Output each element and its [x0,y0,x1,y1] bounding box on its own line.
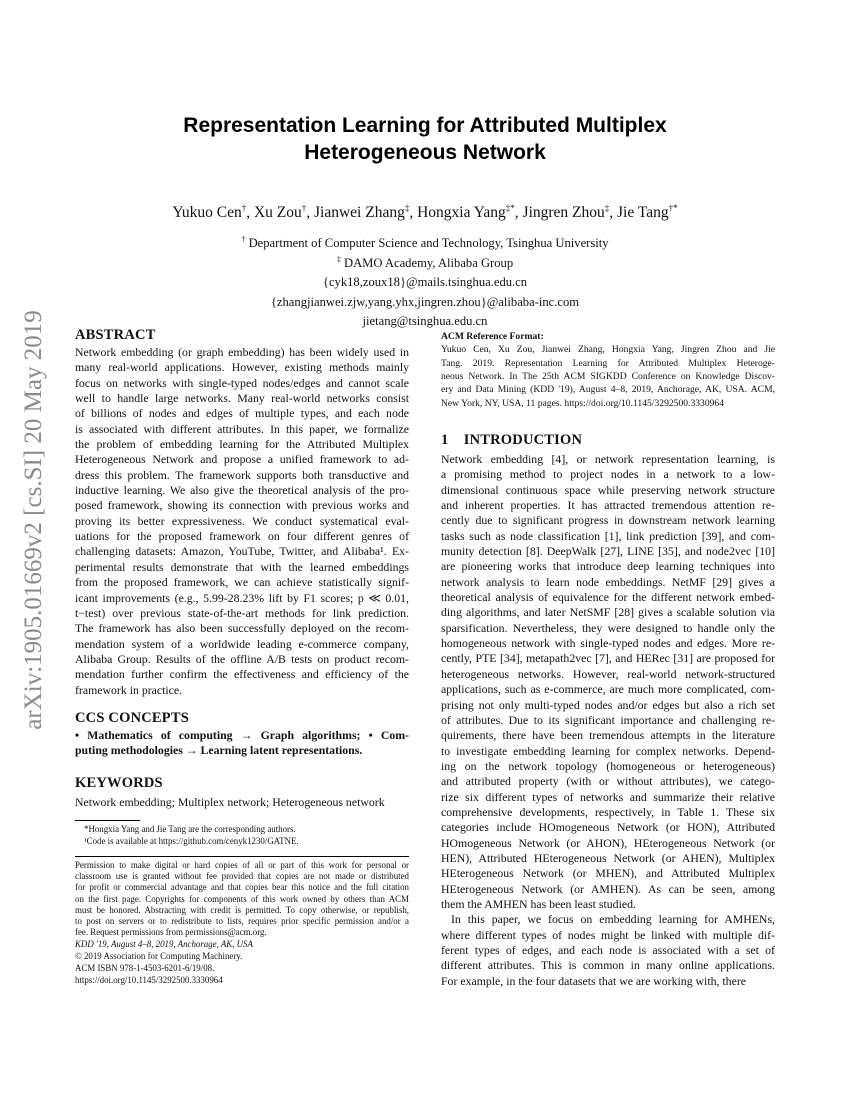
footnote-rule [75,820,140,821]
introduction-line: comprehensive developments, respectively, in Table 1. These six [441,804,775,819]
introduction-line: rize six different types of networks and summarize their relative [441,789,775,804]
affiliation-text: Department of Computer Science and Technology, Tsinghua University [245,236,609,250]
reference-line: neous Network. In The 25th ACM SIGKDD Conference on Knowledge Discov- [441,371,775,383]
permission-block [75,860,409,986]
introduction-line: prising not only multi-typed nodes and/or edges but also a rich set [441,697,775,712]
author-mark: ‡ [404,203,410,213]
arxiv-stamp: arXiv:1905.01669v2 [cs.SI] 20 May 2019 [20,310,47,730]
introduction-line: HEN), Attributed HEterogeneous Network (or AHEN), Multiplex [441,850,775,865]
abstract-line: dress this problem. The framework supports both transductive and [75,467,409,482]
introduction-line: to investigate embedding learning for complex networks. Depend- [441,743,775,758]
paper-title [0,112,850,166]
abstract-line: framework in practice. [75,682,183,697]
isbn: ACM ISBN 978-1-4503-6201-6/19/08. [75,963,215,974]
abstract-line: posed framework, showing its connection with previous works and [75,498,409,513]
abstract-line: proving its better expressiveness. We conduct systematical eval- [75,513,409,528]
introduction-line: sparsification. Nevertheless, they were designed to handle only the [441,620,775,635]
author-mark: † [301,203,307,213]
introduction-line: theoretical analysis of equivalence for the different network embed- [441,590,775,605]
reference-format-heading: ACM Reference Format: [441,331,544,342]
ccs-line: puting methodologies → Learning latent representations. [75,743,363,758]
author-separator: , [609,204,618,221]
keywords-heading: KEYWORDS [75,775,163,791]
reference-line: New York, NY, USA, 11 pages. https://doi.org/10.1145/3292500.3330964 [441,397,725,409]
introduction-heading: 1 INTRODUCTION [441,432,583,448]
introduction-line: different attributes. This is common in many online applications. [441,958,775,973]
permission-line: for profit or commercial advantage and that copies bear this notice and the full citation [75,882,409,893]
reference-line: Yukuo Cen, Xu Zou, Jianwei Zhang, Hongxia Yang, Jingren Zhou and Jie [441,344,775,356]
author-name: Xu Zou [253,204,302,221]
introduction-line: ferent types of edges, and each node is associated with a set of [441,943,775,957]
author-separator: , [246,204,254,221]
affiliation-line [0,271,850,291]
abstract-line: Alibaba Group. Results of the offline A/B tests on product recom- [75,651,409,666]
introduction-line: munity detection [8]. DeepWalk [27], LINE [35], and node2vec [10] [441,544,775,559]
introduction-line: quirements, there have been tremendous attempts in the literature [441,728,775,743]
abstract-line: many real-world applications. However, existing methods mainly [75,360,409,375]
introduction-line: heterogeneous networks. However, real-world network-structured [441,666,775,681]
affiliation-line [0,291,850,311]
abstract-line: mendation further confirm the effectiveness and efficiency of the [75,667,409,682]
affiliation-line [0,252,850,272]
author-separator: , [409,204,418,221]
permission-line: classroom use is granted without fee provided that copies are not made or distributed [75,871,409,882]
affiliation-line [0,232,850,252]
reference-line: ery and Data Mining (KDD '19), August 4–8, 2019, Anchorage, AK, USA. ACM, [441,384,775,396]
title-line-1: Representation Learning for Attributed Multiplex [183,114,667,137]
introduction-line: HOmogeneous Network (or AHON), HEterogeneous Network (or [441,835,775,850]
footnote-code: ¹Code is available at https://github.com/cenyk1230/GATNE. [84,836,299,846]
conference-info: KDD '19, August 4–8, 2019, Anchorage, AK, USA [75,939,253,950]
affiliation-text: DAMO Academy, Alibaba Group [340,255,514,270]
introduction-line: a promising method to project nodes in a network to a low- [441,467,775,482]
affiliation-text: {zhangjianwei.zjw,yang.yhx,jingren.zhou}@alibaba-inc.com [270,294,580,309]
introduction-line: ding algorithms, and later NetSMF [28] gives a scalable solution via [441,605,775,620]
affiliations [0,232,850,330]
author-name: Hongxia Yang [417,204,506,221]
introduction-line: In this paper, we focus on embedding learning for AMHENs, [451,912,775,927]
affiliation-mark: ‡ [336,254,341,264]
author-mark: ‡ [604,203,610,213]
author-name: Jie Tang [617,204,669,221]
permission-text [75,860,409,938]
abstract-line: Network embedding (or graph embedding) has been widely used in [75,345,409,359]
introduction-line: where different types of nodes might be linked with multiple dif- [441,927,775,942]
ccs-body [75,728,409,759]
introduction-line: cently due to significant progress in downstream network learning [441,513,775,528]
introduction-line: homogeneous network with single-typed nodes and edges. More re- [441,636,775,651]
abstract-line: the problem of embedding learning for the Attributed Multiplex [75,437,409,452]
abstract-heading: ABSTRACT [75,327,156,343]
introduction-line: of attributes. Due to its significant importance and challenging re- [441,712,775,727]
reference-format-body [441,343,775,410]
abstract-line: is associated with different attributes. In this paper, we formalize [75,421,409,436]
keywords-text: Network embedding; Multiplex network; Heterogeneous network [75,795,385,809]
author-mark: ‡* [505,203,515,213]
introduction-line: cently, PTE [34], metapath2vec [7], and HERec [31] are proposed for [441,651,775,666]
abstract-line: Heterogeneous Network and propose a unified framework to ad- [75,452,409,467]
introduction-line: categories include HOmogeneous Network (or HON), Attributed [441,820,775,835]
abstract-line: perimental results demonstrate that with the learned embeddings [75,559,409,574]
abstract-line: of billions of nodes and edges of multiple types, and each node [75,406,409,421]
permission-line: to post on servers or to redistribute to lists, requires prior specific permission and/or a [75,915,409,926]
author-separator: , [514,204,523,221]
affiliation-text: {cyk18,zoux18}@mails.tsinghua.edu.cn [322,275,528,290]
abstract-line: well to handle large networks. Many real-world networks consist [75,391,409,406]
author-mark: †* [668,203,678,213]
abstract-line: challenging datasets: Amazon, YouTube, Twitter, and Alibaba¹. Ex- [75,544,409,559]
introduction-section [441,430,775,989]
introduction-line: HEterogeneous Network (or MHEN), and Attributed Multiplex [441,866,775,881]
introduction-line: and inherent properties. It has attracted tremendous attention re- [441,498,775,513]
introduction-line: dimensional continuous space while preserving network structure [441,482,775,497]
ccs-section [75,708,409,759]
author-name: Jingren Zhou [522,204,605,221]
reference-format [441,330,775,410]
permission-line: on the first page. Copyrights for components of this work owned by others than ACM [75,893,409,904]
keywords-section [75,773,409,810]
introduction-line: them the AMHEN has been least studied. [441,896,636,911]
abstract-line: inductive learning. We also give the theoretical analysis of the pro- [75,483,409,498]
abstract-line: The framework has also been successfully deployed on the recom- [75,621,409,636]
abstract-line: icant improvements (e.g., 5.99-28.23% lift by F1 scores; p ≪ 0.01, [75,590,409,605]
copyright: © 2019 Association for Computing Machinery. [75,951,243,962]
introduction-line: network analysis to learn node embeddings. NetMF [29] gives a [441,574,775,589]
abstract-line: from the proposed framework, we can achieve statistically signif- [75,575,409,590]
abstract-line: mendation system of a worldwide leading e-commerce company, [75,636,409,651]
abstract-line: uations for the proposed framework on four different genres of [75,529,409,544]
abstract-body [75,345,409,698]
author-separator: , [306,204,314,221]
reference-line: Tang. 2019. Representation Learning for Attributed Multiplex Heteroge- [441,357,775,369]
introduction-line: Network embedding [4], or network representation learning, is [441,452,775,466]
title-line-2: Heterogeneous Network [304,141,546,164]
permission-line: Permission to make digital or hard copies of all or part of this work for personal or [75,860,409,870]
introduction-line: For example, in the four datasets that we are working with, there [441,973,746,988]
author-name: Yukuo Cen [172,204,242,221]
permission-line: must be honored. Abstracting with credit is permitted. To copy otherwise, or republish, [75,904,409,915]
abstract-section [75,325,409,698]
introduction-body [441,452,775,989]
introduction-line: HEterogeneous Network (or AMHEN). As can be seen, among [441,881,775,896]
abstract-line: t−test) over previous state-of-the-art methods for link prediction. [75,605,409,620]
introduction-line: ing on the network topology (homogeneous or heterogeneous) [441,758,775,773]
ccs-line: • Mathematics of computing → Graph algorithms; • Com- [75,728,409,742]
author-name: Jianwei Zhang [314,204,405,221]
introduction-line: and attributed property (with or without attributes), we catego- [441,774,775,789]
affiliation-mark: † [241,235,246,244]
footnotes [84,823,409,847]
abstract-line: focus on networks with single-typed nodes/edges and cannot scale [75,375,409,390]
permission-line: fee. Request permissions from permissions@acm.org. [75,927,267,938]
permission-rule [75,856,409,857]
footnote-corresponding: *Hongxia Yang and Jie Tang are the corresponding authors. [84,824,296,834]
author-mark: † [241,203,247,213]
introduction-line: are pioneering works that introduce deep learning techniques into [441,559,775,574]
doi-link[interactable]: https://doi.org/10.1145/3292500.3330964 [75,975,223,986]
affiliation-text: jietang@tsinghua.edu.cn [362,314,488,329]
author-list [0,198,850,223]
ccs-heading: CCS CONCEPTS [75,710,189,726]
introduction-line: tasks such as node classification [1], link prediction [39], and com- [441,528,775,543]
introduction-line: applications, such as e-commerce, are much more complicated, com- [441,682,775,697]
